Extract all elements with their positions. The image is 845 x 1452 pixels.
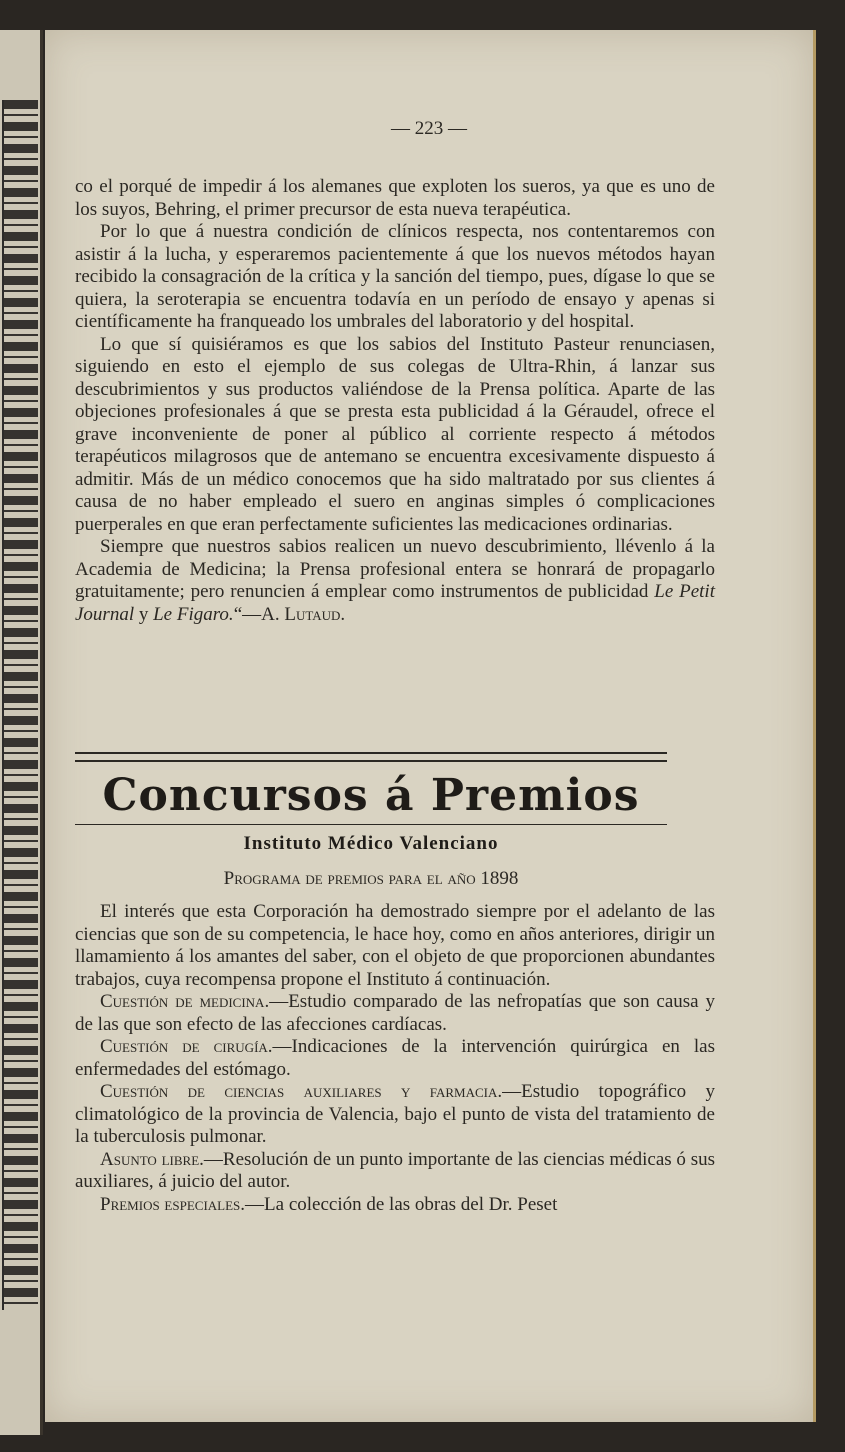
adjacent-page-edge xyxy=(0,30,43,1435)
question-item xyxy=(75,1036,715,1081)
article-body xyxy=(75,176,715,626)
author-signature: Lutaud. xyxy=(284,603,346,625)
journal-name: Le Petit Journal xyxy=(75,581,715,625)
prizes-body xyxy=(75,901,715,1216)
institution-heading: Instituto Médico Valenciano xyxy=(243,833,499,854)
journal-name: Le Figaro. xyxy=(153,603,234,625)
page-number: — 223 — xyxy=(391,118,467,139)
question-text: —Indicaciones de la intervención quirúrgica en las enfermedades del estómago. xyxy=(75,1036,715,1080)
signature-dash: “—A. xyxy=(233,603,285,625)
question-item xyxy=(75,1149,715,1194)
decorative-border xyxy=(2,100,38,1310)
question-text: —Estudio topográfico y climatológico de la provincia de Valencia, bajo el punto de vista del tratamiento de la tuberculosis pulmonar. xyxy=(75,1081,715,1147)
program-heading: Programa de premios para el año 1898 xyxy=(223,868,519,889)
question-label: Cuestión de cirugía. xyxy=(100,1036,273,1057)
book-page xyxy=(45,30,816,1422)
paragraph: Por lo que á nuestra condición de clínicos respecta, nos contentaremos con asistir á la lucha, y esperaremos pacientemente á que los nuevos métodos hayan recibido la consagración de la crítica y la sanción del tiempo, pues, dígase lo que se quiera, la seroterapia se encuentra todavía en un período de ensayo y apenas si científicamente ha franqueado los umbrales del laboratorio y del hospital. xyxy=(75,221,715,332)
question-text: —Resolución de un punto importante de las ciencias médicas ó sus auxiliares, á juicio del autor. xyxy=(75,1148,715,1192)
question-label: Cuestión de ciencias auxiliares y farmacia. xyxy=(100,1081,503,1102)
conjunction: y xyxy=(134,603,154,625)
paragraph-text: Siempre que nuestros sabios realicen un nuevo descubrimiento, llévenlo á la Academia de Medicina; la Prensa profesional entera se honrará de propagarlo gratuitamente; pero renuncien á emplear como instrumentos de publicidad xyxy=(75,536,715,602)
section-divider xyxy=(75,752,667,762)
intro-paragraph: El interés que esta Corporación ha demostrado siempre por el adelanto de las ciencias que son de su competencia, le hace hoy, como en años anteriores, dirigir un llamamiento á los amantes del saber, con el objeto de que proporcionen abundantes trabajos, cuya recompensa propone el Instituto á continuación. xyxy=(75,901,715,990)
question-item xyxy=(75,1081,715,1149)
question-item xyxy=(75,991,715,1036)
question-text: —La colección de las obras del Dr. Peset xyxy=(245,1193,558,1215)
question-label: Premios especiales. xyxy=(100,1193,246,1215)
question-label: Asunto libre. xyxy=(100,1148,204,1170)
paragraph: Lo que sí quisiéramos es que los sabios del Instituto Pasteur renunciasen, siguiendo en esto el ejemplo de sus colegas de Ultra-Rhin, á lanzar sus descubrimientos y sus productos valiéndose de la Prensa política. Aparte de las objeciones profesionales á que se presta esta publicidad á la Géraudel, ofrece el grave inconveniente de poner al público al corriente respecto á métodos terapéuticos milagrosos que de antemano se encuentra excesivamente dispuesto á admitir. Más de un médico conocemos que ha sido maltratado por sus clientes á causa de no haber empleado el suero en anginas simples ó complicaciones puerperales en que eran perfectamente suficientes las medicaciones ordinarias. xyxy=(75,333,715,535)
question-label: Cuestión de medicina. xyxy=(100,991,270,1012)
question-item xyxy=(75,1194,715,1217)
question-text: —Estudio comparado de las nefropatías que son causa y de las que son efecto de las afecciones cardíacas. xyxy=(75,991,715,1035)
paragraph: co el porqué de impedir á los alemanes que exploten los sueros, ya que es uno de los suyos, Behring, el primer precursor de esta nueva terapéutica. xyxy=(75,176,715,220)
title-underline xyxy=(75,824,667,825)
paragraph-closing xyxy=(75,536,715,626)
section-title: Concursos á Premios xyxy=(102,770,640,821)
